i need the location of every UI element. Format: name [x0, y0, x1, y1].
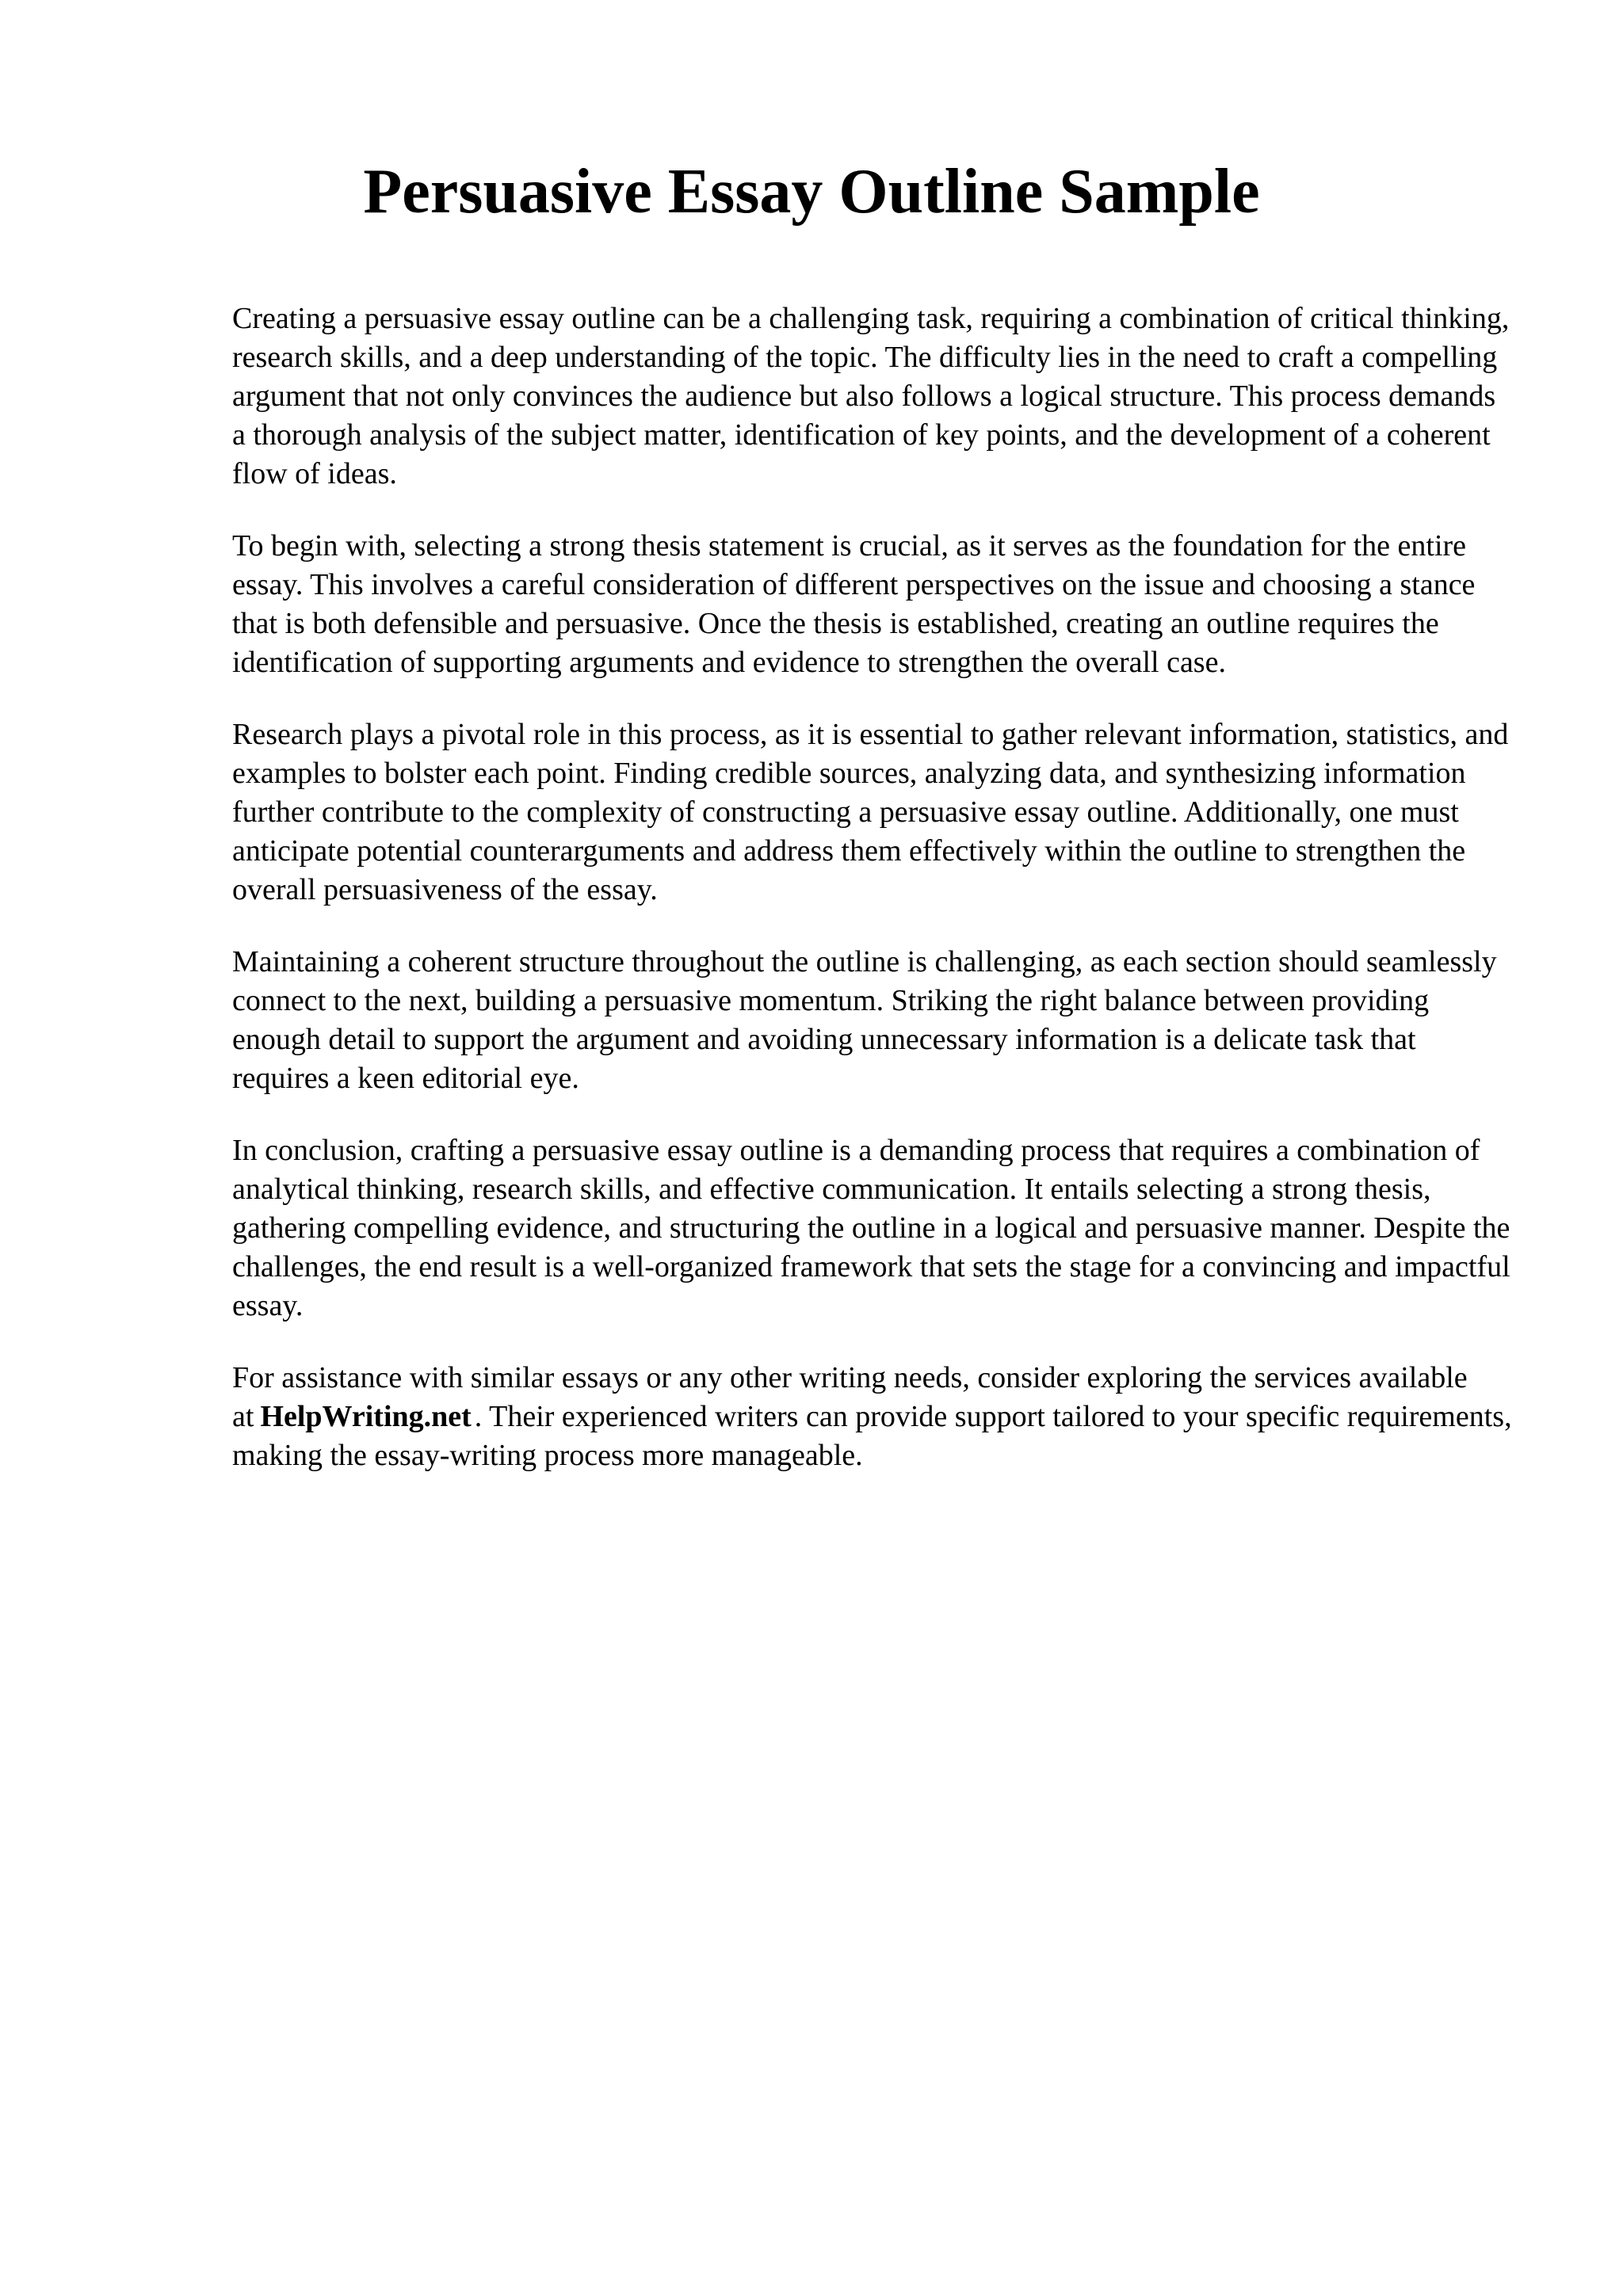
- paragraph-thesis: To begin with, selecting a strong thesis statement is crucial, as it serves as the foundation for the entire essay. This involves a careful consideration of different perspectives on the issue and choosing a stance that is both defensible and persuasive. Once the thesis is established, creating an outline requires the identification of supporting arguments and evidence to strengthen the overall case.: [232, 529, 1476, 679]
- paragraph-closing: [232, 1359, 1516, 1475]
- document-title: Persuasive Essay Outline Sample: [363, 157, 1260, 227]
- helpwriting-link[interactable]: HelpWriting.net: [260, 1400, 472, 1433]
- closing-text-before-link: For assistance with similar essays or any other writing needs, consider exploring the services available at: [232, 1361, 1468, 1433]
- closing-text-after-link: . Their experienced writers can provide support tailored to your specific requirements, making the essay-writing process more manageable.: [232, 1400, 1512, 1472]
- document-body: [232, 299, 1516, 1508]
- paragraph-intro: Creating a persuasive essay outline can be a challenging task, requiring a combination of critical thinking, research skills, and a deep understanding of the topic. The difficulty lies in the need to craft a compelling argument that not only convinces the audience but also follows a logical structure. This process demands a thorough analysis of the subject matter, identification of key points, and the development of a coherent flow of ideas.: [232, 302, 1510, 490]
- paragraph-conclusion: In conclusion, crafting a persuasive essay outline is a demanding process that requires a combination of analytical thinking, research skills, and effective communication. It entails selecting a strong thesis, gathering compelling evidence, and structuring the outline in a logical and persuasive manner. Despite the challenges, the end result is a well-organized framework that sets the stage for a convincing and impactful essay.: [232, 1134, 1510, 1322]
- paragraph-structure: Maintaining a coherent structure throughout the outline is challenging, as each section should seamlessly connect to the next, building a persuasive momentum. Striking the right balance between providing enough detail to support the argument and avoiding unnecessary information is a delicate task that requires a keen editorial eye.: [232, 945, 1497, 1095]
- paragraph-research: Research plays a pivotal role in this process, as it is essential to gather relevant information, statistics, and examples to bolster each point. Finding credible sources, analyzing data, and synthesizing information further contribute to the complexity of constructing a persuasive essay outline. Additionally, one must anticipate potential counterarguments and address them effectively within the outline to strengthen the overall persuasiveness of the essay.: [232, 718, 1509, 906]
